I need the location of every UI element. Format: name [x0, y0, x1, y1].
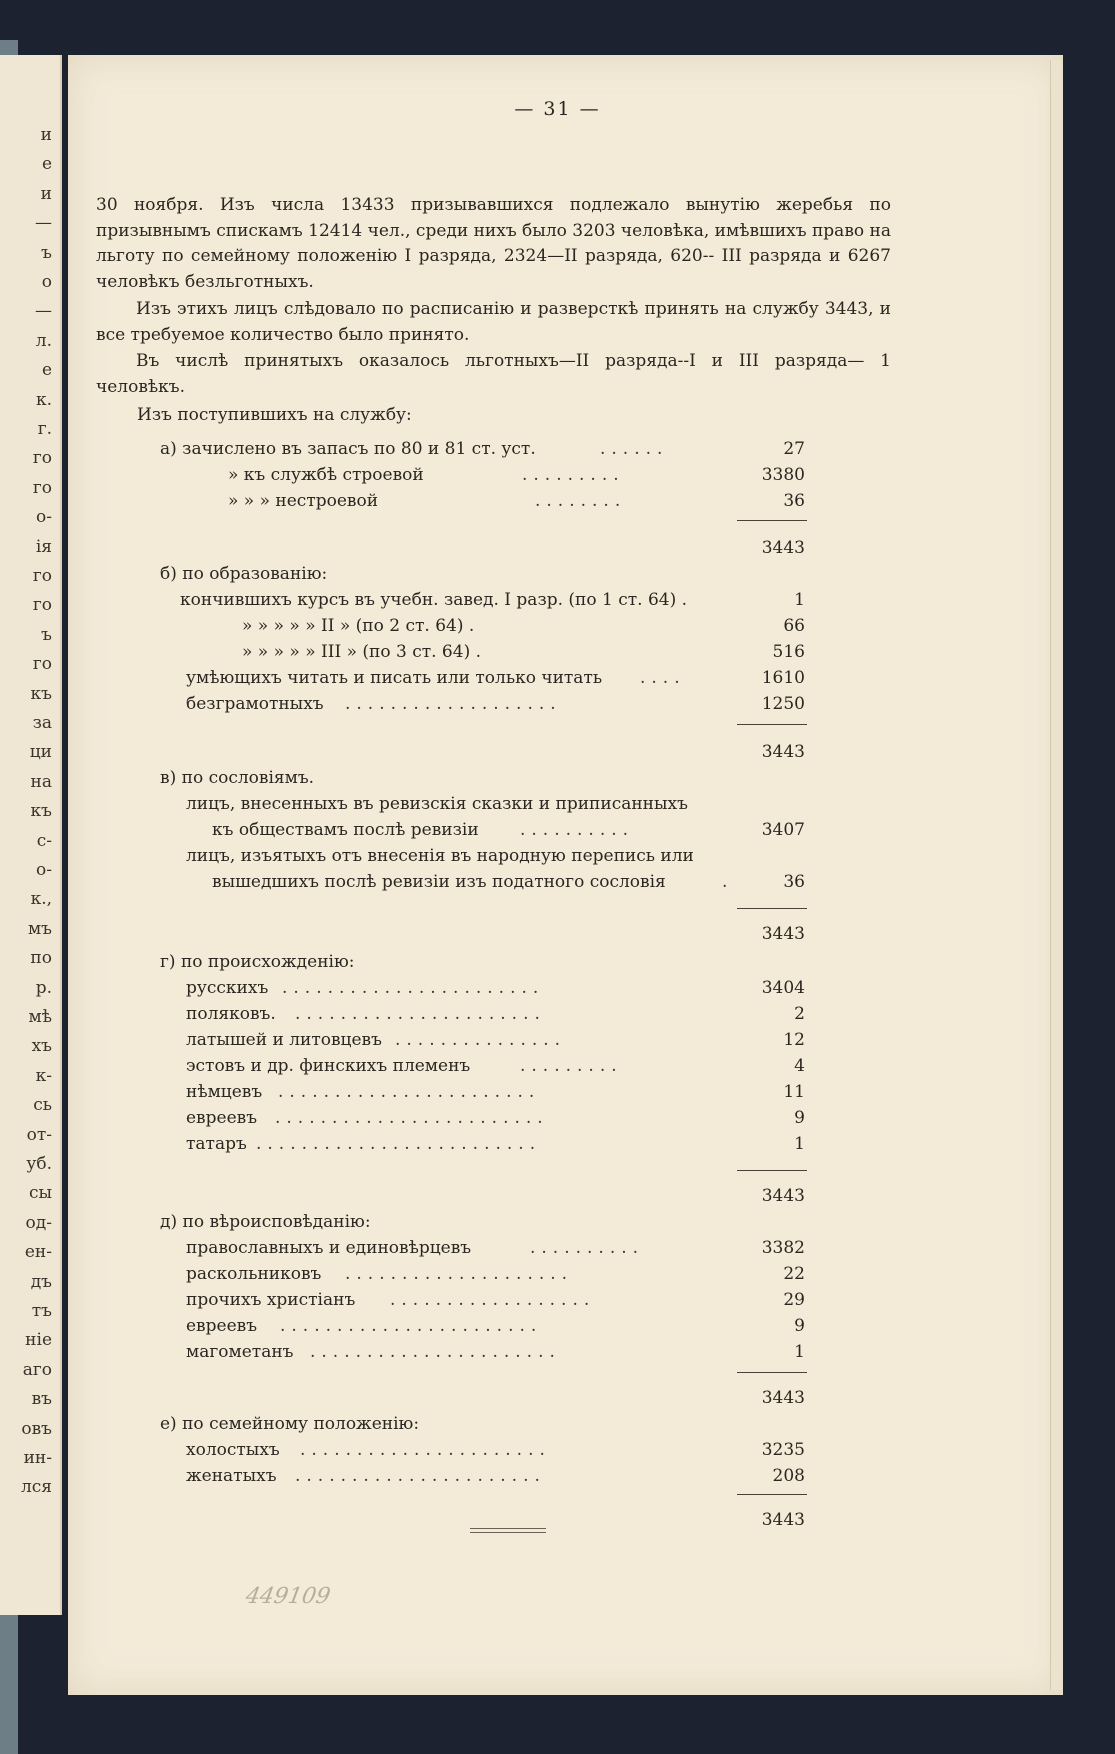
margin-fragment: къ	[30, 683, 52, 704]
row-label: русскихъ	[186, 978, 269, 998]
leader-dots: ........	[535, 491, 627, 511]
margin-fragment: к-	[35, 1065, 52, 1086]
row-value: 1	[794, 590, 805, 610]
row-label: лицъ, изъятыхъ отъ внесенія въ народную перепись или	[186, 846, 694, 866]
row-label: поляковъ.	[186, 1004, 276, 1024]
margin-fragment: за	[32, 713, 52, 733]
leader-dots: ......................	[295, 1004, 546, 1024]
section-heading: д) по вѣроисповѣданію:	[160, 1212, 371, 1232]
margin-fragment: уб.	[26, 1154, 52, 1174]
leader-dots: .........	[522, 465, 625, 485]
row-value: 208	[772, 1466, 805, 1486]
sum-rule	[737, 724, 807, 725]
row-value: 22	[783, 1264, 805, 1284]
sum-rule	[737, 1494, 807, 1495]
margin-fragment: мѣ	[28, 1007, 52, 1027]
page-number: — 31 —	[514, 98, 601, 120]
leader-dots: .......................	[282, 978, 545, 998]
row-label: нѣмцевъ	[186, 1082, 263, 1102]
sum-rule	[737, 1170, 807, 1171]
row-label: кончившихъ курсъ въ учебн. завед. I разр. (по 1 ст. 64) .	[180, 590, 688, 610]
margin-fragment: сы	[28, 1183, 52, 1204]
row-label: татаръ	[186, 1134, 247, 1154]
margin-fragment: р.	[35, 977, 52, 998]
row-label-cont: вышедшихъ послѣ ревизіи изъ податного сословія	[212, 872, 666, 892]
sum-rule	[737, 908, 807, 909]
row-label-cont: къ обществамъ послѣ ревизіи	[212, 820, 479, 840]
leader-dots: .......................	[278, 1082, 541, 1102]
margin-fragment: од-	[25, 1212, 52, 1233]
leader-dots: .........................	[256, 1134, 542, 1154]
page-edge	[1050, 60, 1061, 1690]
row-label: лицъ, внесенныхъ въ ревизскія сказки и приписанныхъ	[186, 794, 688, 814]
row-value: 1	[794, 1134, 805, 1154]
margin-fragment: к.,	[30, 889, 52, 910]
leader-dots: ..................	[390, 1290, 596, 1310]
margin-fragment: ніе	[25, 1330, 52, 1351]
row-value: 516	[772, 642, 805, 662]
leader-dots: ..........	[530, 1238, 645, 1258]
paragraph-3: Въ числѣ принятыхъ оказалось льготныхъ—II разряда--I и III разряда— 1 человѣкъ.	[96, 351, 891, 397]
row-value: 36	[783, 491, 805, 511]
paragraph-1: 30 ноября. Изъ числа 13433 призывавшихся подлежало вынутію жеребья по призывнымъ спискамъ 12414 чел., среди нихъ было 3203 человѣка, имѣвшихъ право на льготу по семейному положенію I разряда, 2324—II разряда, 620-- III разряда и 6267 человѣкъ безльготныхъ.	[96, 195, 891, 293]
row-value: 3407	[761, 820, 805, 840]
row-label: холостыхъ	[186, 1440, 280, 1460]
row-label: латышей и литовцевъ	[186, 1030, 382, 1050]
section-total: 3443	[761, 1510, 805, 1530]
margin-fragment: го	[32, 654, 52, 675]
section-total: 3443	[761, 924, 805, 944]
row-label: православныхъ и единовѣрцевъ	[186, 1238, 472, 1258]
margin-fragment: по	[30, 948, 52, 969]
row-value: 66	[783, 616, 805, 636]
section-heading: е) по семейному положенію:	[160, 1414, 420, 1434]
row-label: евреевъ	[186, 1316, 258, 1336]
row-label: магометанъ	[186, 1342, 294, 1362]
section-heading: г) по происхожденію:	[160, 952, 355, 972]
margin-fragment: на	[30, 771, 52, 792]
sum-rule	[737, 520, 807, 521]
margin-fragment: к.	[35, 389, 52, 410]
leader-dots: ....	[640, 668, 686, 688]
row-value: 9	[794, 1108, 805, 1128]
leader-dots: ........................	[275, 1108, 549, 1128]
row-value: 3404	[761, 978, 805, 998]
margin-fragment: лся	[20, 1477, 52, 1498]
row-label: » » » нестроевой	[228, 491, 379, 511]
margin-fragment: го	[32, 566, 52, 586]
margin-fragment: аго	[22, 1359, 52, 1380]
leader-dots: ......................	[300, 1440, 551, 1460]
margin-fragment: ин-	[23, 1448, 52, 1468]
row-label: умѣющихъ читать и писать или только читать	[186, 668, 603, 688]
leader-dots: ...............	[395, 1030, 567, 1050]
leader-dots: ......................	[310, 1342, 561, 1362]
row-value: 12	[783, 1030, 805, 1050]
pencil-mark: 449109	[243, 1584, 333, 1609]
margin-fragment: въ	[31, 1389, 52, 1410]
margin-fragment: о-	[36, 507, 52, 528]
row-label: евреевъ	[186, 1108, 258, 1128]
margin-fragment: е	[41, 154, 52, 175]
row-value: 29	[783, 1290, 805, 1310]
section-heading: в) по сословіямъ.	[160, 768, 315, 788]
row-value: 3235	[761, 1440, 805, 1460]
leader-dots: .	[722, 872, 734, 892]
section-total: 3443	[761, 1186, 805, 1206]
margin-fragment: ен-	[24, 1242, 52, 1263]
row-value: 11	[783, 1082, 805, 1102]
section-heading: б) по образованію:	[160, 564, 328, 584]
row-value: 1250	[761, 694, 805, 714]
row-label: » » » » » II » (по 2 ст. 64) .	[242, 616, 475, 636]
row-label: эстовъ и др. финскихъ племенъ	[186, 1056, 471, 1076]
margin-fragment: ци	[29, 742, 52, 763]
row-label: прочихъ христіанъ	[186, 1290, 356, 1310]
margin-fragment: сь	[33, 1095, 52, 1116]
margin-fragment: хъ	[31, 1036, 52, 1057]
row-value: 2	[794, 1004, 805, 1024]
margin-fragment: с-	[36, 830, 52, 851]
paragraph-4: Изъ поступившихъ на службу:	[137, 405, 412, 425]
leader-dots: .......................	[280, 1316, 543, 1336]
margin-fragment: и	[40, 183, 52, 204]
section-total: 3443	[761, 742, 805, 762]
margin-fragment: о	[41, 272, 52, 292]
margin-fragment: го	[32, 477, 52, 498]
row-label: » къ службѣ строевой	[228, 465, 424, 485]
margin-fragment: и	[40, 125, 52, 145]
row-label: безграмотныхъ	[186, 694, 324, 714]
leader-dots: ......................	[295, 1466, 546, 1486]
margin-fragment: е	[41, 360, 52, 381]
leader-dots: ...................	[345, 694, 562, 714]
margin-fragment: овъ	[21, 1418, 52, 1439]
row-value: 36	[783, 872, 805, 892]
row-value: 4	[794, 1056, 805, 1076]
row-value: 9	[794, 1316, 805, 1336]
sum-rule	[737, 1372, 807, 1373]
row-value: 3382	[761, 1238, 805, 1258]
leader-dots: ....................	[345, 1264, 574, 1284]
margin-fragment: мъ	[27, 918, 52, 939]
row-value: 1610	[761, 668, 805, 688]
end-rule	[470, 1528, 546, 1533]
row-value: 3380	[761, 465, 805, 485]
margin-fragment: ъ	[41, 242, 52, 263]
section-total: 3443	[761, 538, 805, 558]
row-value: 27	[783, 439, 805, 459]
section-total: 3443	[761, 1388, 805, 1408]
margin-fragment: о-	[36, 860, 52, 880]
leader-dots: .........	[520, 1056, 623, 1076]
margin-fragment: ія	[35, 536, 52, 557]
row-label: раскольниковъ	[186, 1264, 322, 1284]
leader-dots: ......	[600, 439, 669, 459]
row-label: » » » » » III » (по 3 ст. 64) .	[242, 642, 482, 662]
margin-fragment: го	[32, 595, 52, 616]
row-label: а) зачислено въ запасъ по 80 и 81 ст. уст.	[160, 439, 536, 459]
margin-fragment: къ	[30, 801, 52, 822]
margin-fragment: от-	[26, 1124, 52, 1145]
margin-fragment: л.	[35, 330, 52, 351]
margin-fragment: —	[35, 301, 52, 322]
row-value: 1	[794, 1342, 805, 1362]
leader-dots: ..........	[520, 820, 635, 840]
row-label: женатыхъ	[186, 1466, 277, 1486]
margin-fragment: дъ	[30, 1271, 52, 1292]
margin-fragment: го	[32, 448, 52, 469]
margin-fragment: ъ	[41, 624, 52, 645]
margin-fragment: —	[35, 213, 52, 234]
left-page-edge	[0, 55, 62, 1615]
margin-fragment: тъ	[31, 1301, 52, 1321]
paragraph-2: Изъ этихъ лицъ слѣдовало по расписанію и разверсткѣ принять на службу 3443, и все требуемое количество было принято.	[96, 299, 891, 345]
margin-fragment: г.	[37, 419, 52, 439]
